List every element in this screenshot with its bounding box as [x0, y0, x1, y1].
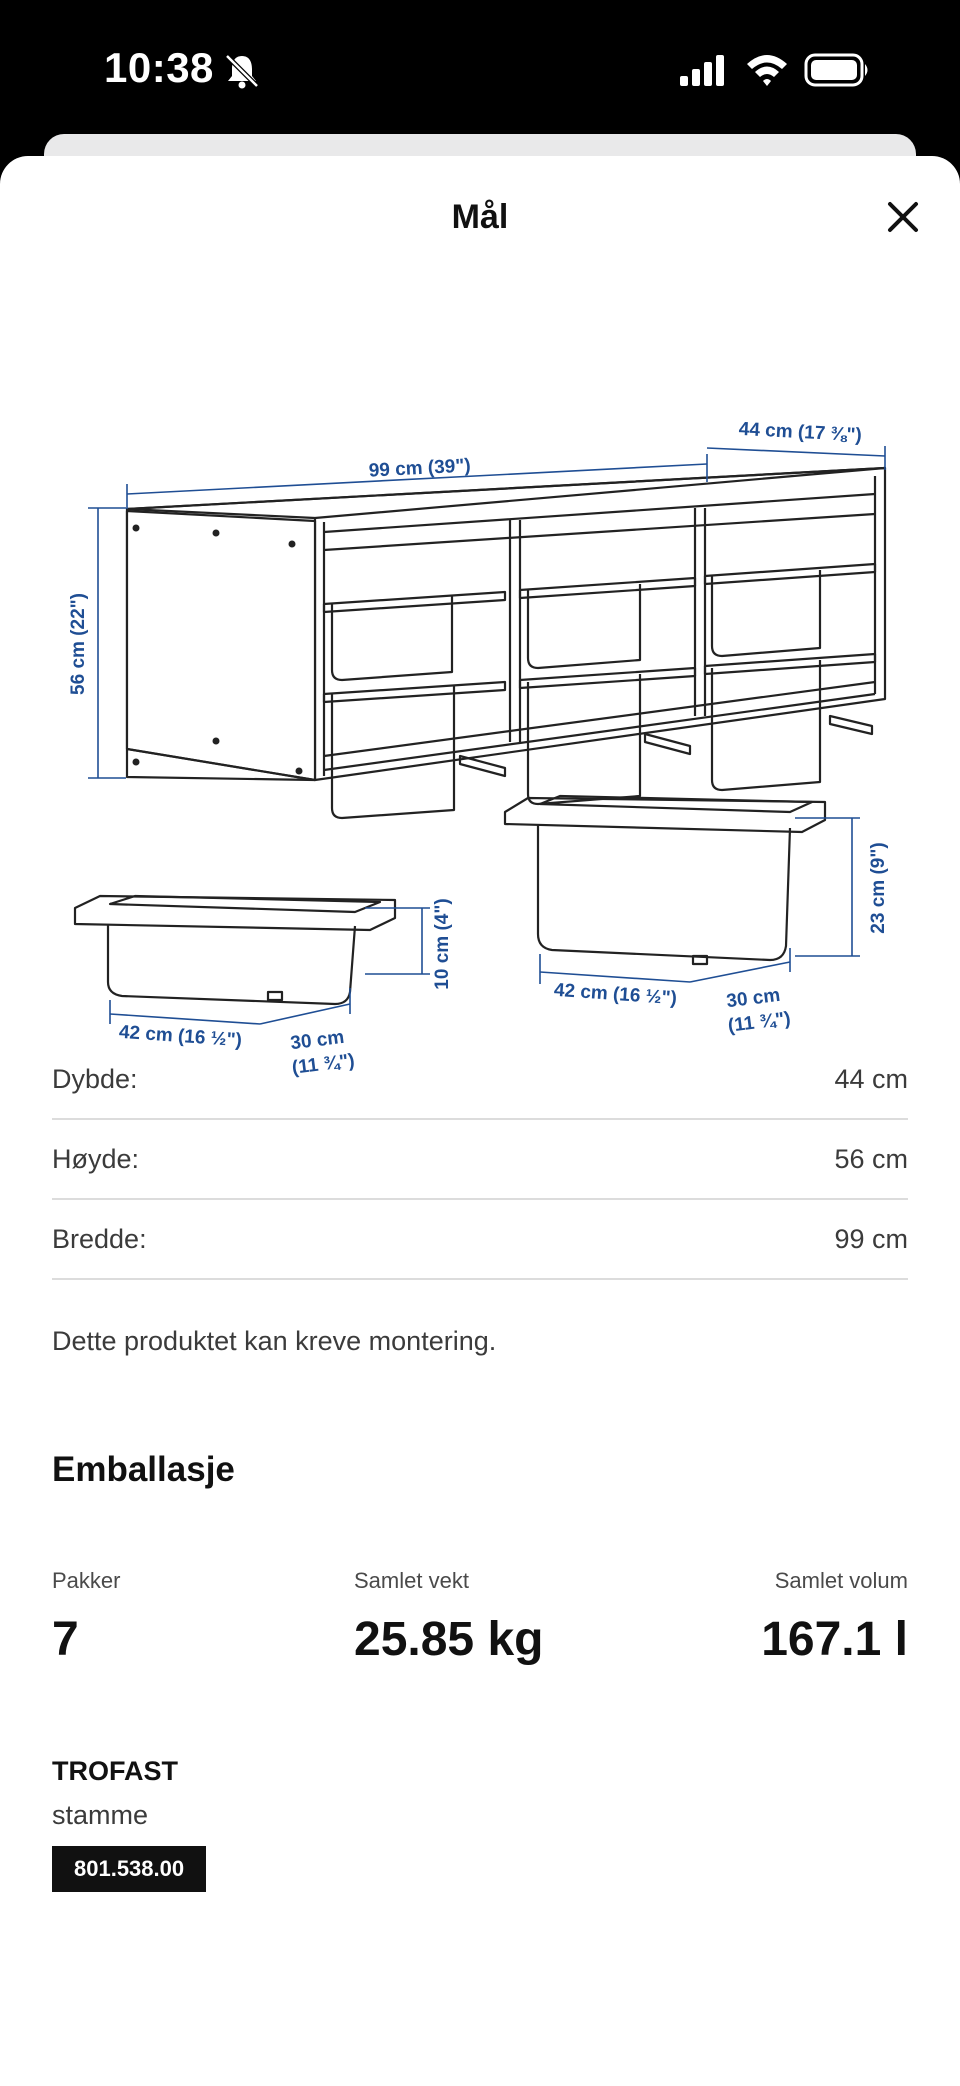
battery-icon: [804, 52, 872, 88]
volume-stat: [761, 1568, 908, 1667]
dimension-value: 99 cm: [834, 1224, 908, 1254]
weight-stat: [354, 1568, 543, 1667]
large-box-height-label: 23 cm (9"): [868, 842, 889, 934]
large-box-depth-label: 30 cm: [725, 984, 782, 1013]
large-box-depth-inches: (11 ¾"): [726, 1008, 792, 1037]
sheet-title: Mål: [451, 198, 509, 236]
wifi-icon: [744, 50, 790, 90]
dimension-value: 44 cm: [834, 1064, 908, 1094]
dim-height-label: 56 cm (22"): [68, 593, 89, 695]
small-box-width-label: 42 cm (16 ½"): [118, 1021, 243, 1052]
dimension-label: Høyde:: [52, 1144, 140, 1174]
dim-width-label: 99 cm (39"): [368, 455, 472, 482]
small-box-depth-label: 30 cm: [289, 1026, 346, 1055]
status-bar: [0, 0, 960, 140]
status-time: 10:38: [104, 44, 214, 91]
weight-label: Samlet vekt: [354, 1568, 469, 1593]
dimension-label: Dybde:: [52, 1064, 138, 1094]
product-dimension-diagram: [50, 324, 910, 1154]
packages-value: 7: [52, 1613, 79, 1666]
volume-label: Samlet volum: [774, 1568, 908, 1593]
dim-depth-label: 44 cm (17 ⅜"): [738, 418, 863, 447]
close-icon[interactable]: [880, 194, 926, 240]
dimension-list: [52, 1040, 908, 1280]
dimension-label: Bredde:: [52, 1224, 147, 1254]
product-name: TROFAST: [52, 1756, 178, 1786]
small-box-depth-inches: (11 ¾"): [290, 1050, 356, 1079]
bell-slash-icon: [222, 52, 262, 90]
dimension-row-height: [52, 1120, 908, 1200]
assembly-note: Dette produktet kan kreve montering.: [52, 1326, 497, 1356]
dimension-value: 56 cm: [834, 1144, 908, 1174]
packages-stat: [52, 1568, 120, 1667]
article-number-badge: 801.538.00: [52, 1846, 206, 1892]
dimension-row-width: [52, 1200, 908, 1280]
packages-label: Pakker: [52, 1568, 121, 1593]
dimension-row-depth: [52, 1040, 908, 1120]
signal-icon: [678, 54, 728, 88]
product-description: stamme: [52, 1800, 149, 1830]
weight-value: 25.85 kg: [354, 1613, 544, 1666]
packaging-heading: Emballasje: [52, 1450, 235, 1489]
volume-value: 167.1 l: [761, 1613, 908, 1666]
large-box-width-label: 42 cm (16 ½"): [553, 979, 678, 1010]
small-box-height-label: 10 cm (4"): [432, 898, 453, 990]
